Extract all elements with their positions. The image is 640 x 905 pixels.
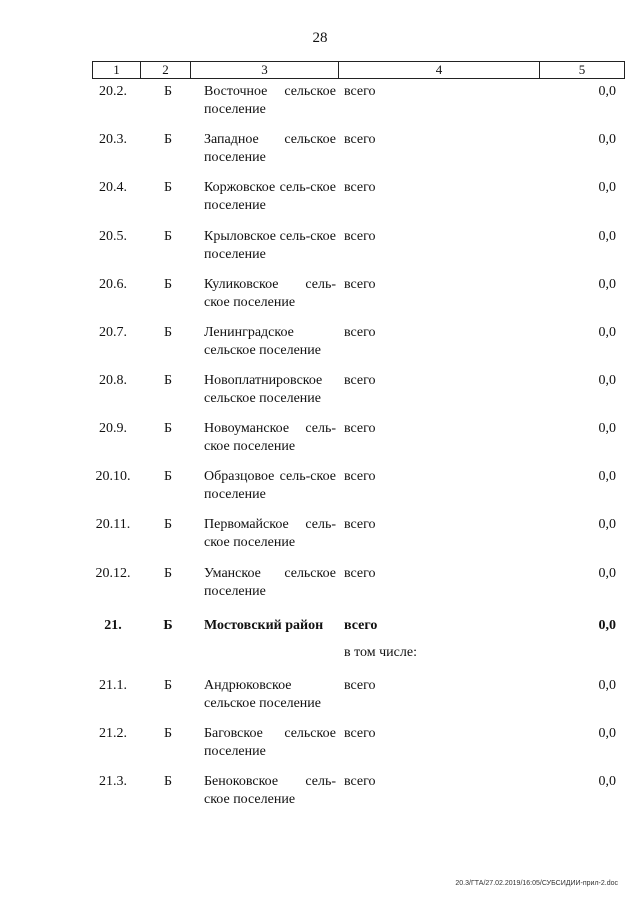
row-value: 0,0: [598, 517, 616, 532]
row-value: 0,0: [598, 277, 616, 292]
file-footer: 20.3/ГТА/27.02.2019/16:05/СУБСИДИИ-прил-2.doc: [455, 880, 618, 887]
row-category: Б: [163, 229, 173, 244]
row-category: Б: [163, 132, 173, 147]
header-col-5: 5: [578, 62, 586, 77]
row-desc: всего: [344, 566, 376, 581]
row-category: Б: [163, 774, 173, 789]
row-value: 0,0: [598, 678, 616, 693]
row-desc: всего: [344, 132, 376, 147]
row-desc: всего: [344, 84, 376, 99]
row-category: Б: [163, 517, 173, 532]
row-desc: всего: [344, 277, 376, 292]
header-col-2: 2: [141, 62, 191, 78]
row-number: 21.3.: [99, 774, 127, 789]
row-value: 0,0: [598, 325, 616, 340]
row-category: Б: [163, 180, 173, 195]
row-desc: всего: [344, 517, 376, 532]
row-desc: всего: [344, 678, 376, 693]
header-col-4: 4: [339, 62, 540, 78]
row-value: 0,0: [598, 618, 616, 633]
row-value: 0,0: [598, 180, 616, 195]
row-category: Б: [163, 277, 173, 292]
row-number: 20.4.: [99, 180, 127, 195]
row-category: Б: [163, 678, 173, 693]
row-name: Баговское сельское поселение: [204, 726, 336, 759]
row-name: Куликовское сель-ское поселение: [204, 277, 336, 310]
row-category: Б: [163, 84, 173, 99]
row-category: Б: [163, 421, 173, 436]
row-desc: всего: [344, 373, 376, 388]
row-desc: всего: [344, 469, 376, 484]
row-desc: всего: [344, 421, 376, 436]
header-col-1: 1: [93, 62, 141, 78]
row-number: 20.12.: [95, 566, 131, 581]
row-number: 21.: [104, 618, 122, 633]
row-value: 0,0: [598, 774, 616, 789]
row-name: Восточное сельское поселение: [204, 84, 336, 117]
row-name: Андрюковское сельское поселение: [204, 678, 321, 711]
row-name: Коржовское сель-ское поселение: [204, 180, 336, 213]
row-name: Новоуманское сель-ское поселение: [204, 421, 336, 454]
row-value: 0,0: [598, 726, 616, 741]
row-desc: всего: [344, 229, 376, 244]
row-category: Б: [163, 726, 173, 741]
row-category: Б: [163, 325, 173, 340]
row-name: Беноковское сель-ское поселение: [204, 774, 336, 807]
row-desc: всего: [344, 774, 376, 789]
row-name: Западное сельское поселение: [204, 132, 336, 165]
row-number: 20.3.: [99, 132, 127, 147]
row-value: 0,0: [598, 84, 616, 99]
row-value: 0,0: [598, 566, 616, 581]
row-name: Крыловское сель-ское поселение: [204, 229, 336, 262]
row-number: 20.2.: [99, 84, 127, 99]
row-name: Уманское сельское поселение: [204, 566, 336, 599]
row-number: 20.8.: [99, 373, 127, 388]
row-value: 0,0: [598, 373, 616, 388]
header-col-3: 3: [191, 62, 339, 78]
row-number: 21.2.: [99, 726, 127, 741]
row-value: 0,0: [598, 132, 616, 147]
row-desc: всего: [344, 180, 376, 195]
row-number: 20.9.: [99, 421, 127, 436]
row-name: Мостовский район: [204, 618, 324, 633]
page-number: 28: [312, 30, 328, 46]
row-category: Б: [163, 469, 173, 484]
row-number: 20.7.: [99, 325, 127, 340]
table-header: [92, 61, 625, 79]
row-category: Б: [163, 373, 173, 388]
row-name: Ленинградское сельское поселение: [204, 325, 321, 358]
row-value: 0,0: [598, 469, 616, 484]
row-value: 0,0: [598, 229, 616, 244]
row-desc: всего: [344, 726, 376, 741]
row-value: 0,0: [598, 421, 616, 436]
row-category: Б: [163, 618, 173, 633]
row-number: 20.10.: [95, 469, 131, 484]
row-name: Образцовое сель-ское поселение: [204, 469, 336, 502]
subtotal-note: в том числе:: [344, 645, 417, 660]
row-name: Первомайское сель-ское поселение: [204, 517, 336, 550]
row-number: 20.11.: [95, 517, 131, 532]
row-name: Новоплатнировское сельское поселение: [204, 373, 323, 406]
row-desc: всего: [344, 618, 378, 633]
row-number: 20.6.: [99, 277, 127, 292]
row-number: 21.1.: [99, 678, 127, 693]
row-category: Б: [163, 566, 173, 581]
row-desc: всего: [344, 325, 376, 340]
row-number: 20.5.: [99, 229, 127, 244]
